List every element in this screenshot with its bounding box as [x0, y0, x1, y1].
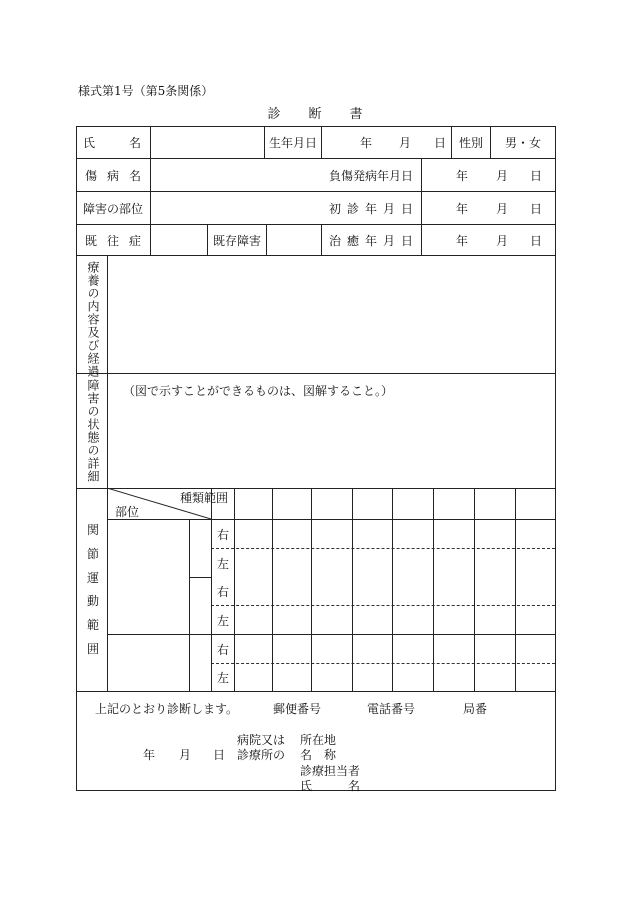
joint-header-site: 部位 — [115, 505, 140, 519]
diagnosis-form — [76, 126, 556, 791]
side-left: 左 — [216, 671, 229, 685]
footer-month: 月 — [179, 748, 192, 762]
cure-date-field[interactable]: 年 月 日 — [456, 233, 543, 248]
statement: 上記のとおり診断します。 — [95, 702, 239, 716]
first-visit-label: 初 診 年 月 日 — [329, 201, 413, 216]
doctor-label: 診療担当者 — [300, 764, 361, 778]
past-illness-field[interactable] — [151, 225, 207, 255]
side-left: 左 — [216, 613, 229, 628]
hospital-line1: 病院又は — [237, 733, 286, 747]
document-title — [0, 103, 630, 122]
title-char: 診 — [267, 107, 281, 122]
name-label: 氏 名 — [83, 136, 141, 150]
form-number: 様式第1号（第5条関係） — [78, 84, 214, 98]
existing-disability-label: 既存障害 — [212, 233, 261, 248]
birth-date-label: 生年月日 — [268, 136, 317, 150]
title-char: 書 — [349, 107, 363, 122]
cure-date-label: 治 癒 年 月 日 — [329, 233, 413, 248]
first-visit-date-field[interactable]: 年 月 日 — [456, 201, 543, 216]
facility-name-label: 名 称 — [300, 748, 337, 762]
address-label: 所在地 — [300, 733, 337, 747]
condition-field[interactable] — [108, 399, 555, 487]
injury-onset-date-field[interactable]: 年 月 日 — [456, 168, 543, 183]
footer-year: 年 — [143, 748, 156, 762]
postal-label: 郵便番号 — [273, 702, 322, 716]
doctor-name-label: 氏 名 — [300, 779, 361, 793]
birth-date-field[interactable]: 年 月 日 — [360, 136, 447, 150]
disability-site-label: 障害の部位 — [83, 201, 144, 216]
treatment-label: 療養の内容及び経過 — [86, 261, 100, 378]
injury-onset-label: 負傷発病年月日 — [329, 168, 414, 183]
existing-disability-field[interactable] — [267, 225, 321, 255]
title-char: 断 — [308, 107, 322, 122]
phone-label: 電話番号 — [367, 702, 416, 716]
sex-label: 性別 — [458, 136, 483, 150]
condition-label: 障害の状態の詳細 — [86, 379, 100, 483]
joint-range-label: 関 節 運 動 範 囲 — [86, 523, 99, 656]
side-right: 右 — [216, 527, 229, 542]
side-right: 右 — [216, 642, 229, 657]
sex-options[interactable]: 男・女 — [504, 136, 541, 150]
footer-day: 日 — [213, 748, 226, 762]
side-left: 左 — [216, 556, 229, 571]
exchange-label: 局番 — [463, 702, 488, 716]
name-field[interactable] — [151, 127, 263, 158]
joint-header-type: 種類範囲 — [180, 491, 229, 505]
condition-note: （図で示すことができるものは、図解すること。） — [123, 384, 394, 398]
injury-name-label: 傷 病 名 — [85, 168, 141, 183]
hospital-line2: 診療所の — [237, 748, 286, 762]
past-illness-label: 既 往 症 — [85, 233, 141, 248]
side-right: 右 — [216, 585, 229, 599]
treatment-field[interactable] — [108, 256, 555, 373]
